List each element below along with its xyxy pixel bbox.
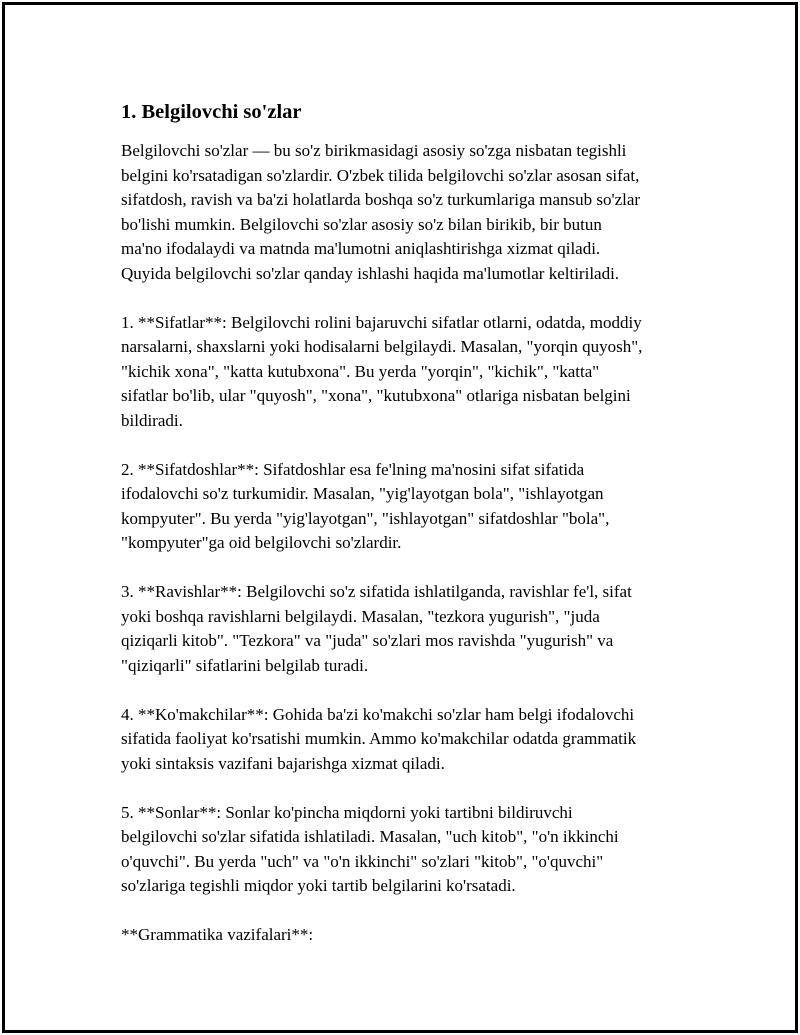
paragraph-intro: Belgilovchi so'zlar — bu so'z birikmasidagi asosiy so'zga nisbatan tegishli belgini ko'rsatadigan so'zlardir. O'zbek tilida belgilovchi so'zlar asosan sifat, sifatdosh, ravish va ba'zi holatlarda boshqa so'z turkumlariga mansub so'zlar bo'lishi mumkin. Belgilovchi so'zlar asosiy so'z bilan birikib, bir butun ma'no ifodalaydi va matnda ma'lumotni aniqlashtirishga xizmat qiladi. Quyida belgilovchi so'zlar qanday ishlashi haqida ma'lumotlar keltiriladi. (121, 141, 641, 283)
page-frame (2, 2, 798, 1033)
paragraph-sonlar: 5. **Sonlar**: Sonlar ko'pincha miqdorni yoki tartibni bildiruvchi belgilovchi so'zlar sifatida ishlatiladi. Masalan, "uch kitob", "o'n ikkinchi o'quvchi". Bu yerda "uch" va "o'n ikkinchi" so'zlari "kitob", "o'quvchi" so'zlariga tegishli miqdor yoki tartib belgilarini ko'rsatadi. (121, 802, 619, 895)
document-body (121, 99, 701, 972)
paragraph-komakchilar: 4. **Ko'makchilar**: Gohida ba'zi ko'makchi so'zlar ham belgi ifodalovchi sifatida faoliyat ko'rsatishi mumkin. Ammo ko'makchilar odatda grammatik yoki sintaksis vazifani bajarishga xizmat qiladi. (121, 704, 637, 773)
paragraph-sifatdoshlar: 2. **Sifatdoshlar**: Sifatdoshlar esa fe'lning ma'nosini sifat sifatida ifodalovchi so'z turkumidir. Masalan, "yig'layotgan bola", "ishlayotgan kompyuter". Bu yerda "yig'layotgan", "ishlayotgan" sifatdoshlar "bola", "kompyuter"ga oid belgilovchi so'zlardir. (121, 459, 610, 552)
paragraph-grammatika: **Grammatika vazifalari**: (121, 925, 314, 944)
section-heading: 1. Belgilovchi so'zlar (121, 101, 302, 123)
paragraph-sifatlar: 1. **Sifatlar**: Belgilovchi rolini bajaruvchi sifatlar otlarni, odatda, moddiy narsalarni, shaxslarni yoki hodisalarni belgilaydi. Masalan, "yorqin quyosh", "kichik xona", "katta kutubxona". Bu yerda "yorqin", "kichik", "katta" sifatlar bo'lib, ular "quyosh", "xona", "kutubxona" otlariga nisbatan belgini bildiradi. (121, 312, 643, 430)
paragraph-ravishlar: 3. **Ravishlar**: Belgilovchi so'z sifatida ishlatilganda, ravishlar fe'l, sifat yoki boshqa ravishlarni belgilaydi. Masalan, "tezkora yugurish", "juda qiziqarli kitob". "Tezkora" va "juda" so'zlari mos ravishda "yugurish" va "qiziqarli" sifatlarini belgilab turadi. (121, 582, 632, 675)
